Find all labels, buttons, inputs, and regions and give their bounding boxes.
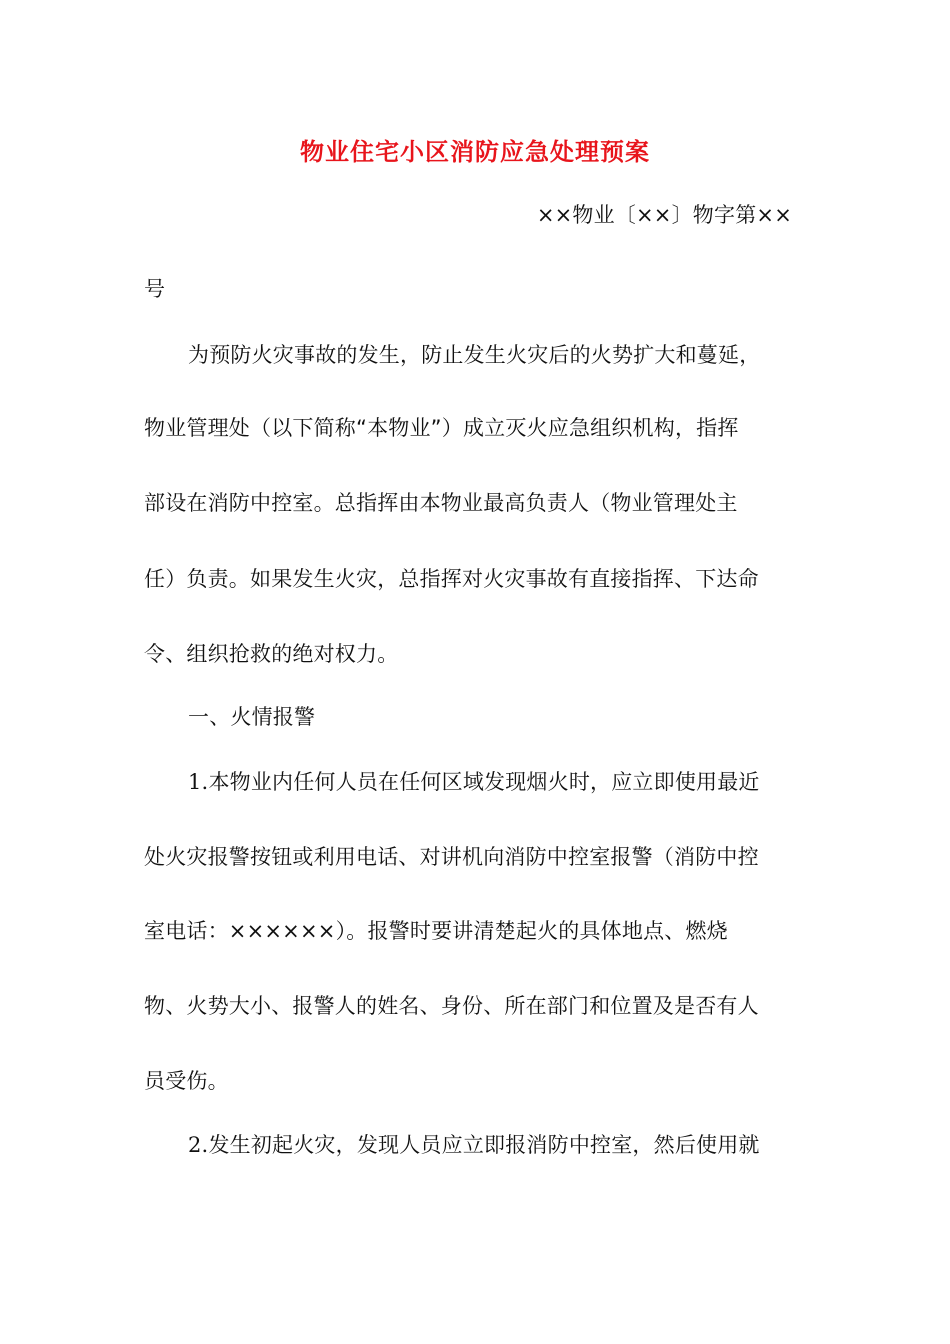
- intro-line-3: 部设在消防中控室。总指挥由本物业最高负责人（物业管理处主: [144, 491, 738, 515]
- item-2-number: 2.: [188, 1133, 209, 1157]
- document-title: 物业住宅小区消防应急处理预案: [300, 138, 650, 166]
- item-1-line-4: 物、火势大小、报警人的姓名、身份、所在部门和位置及是否有人: [144, 994, 759, 1018]
- intro-line-1: 为预防火灾事故的发生，防止发生火灾后的火势扩大和蔓延，: [188, 343, 761, 367]
- item-1-line-2: 处火灾报警按钮或利用电话、对讲机向消防中控室报警（消防中控: [144, 845, 759, 869]
- intro-line-5: 令、组织抢救的绝对权力。: [144, 642, 399, 666]
- item-1-line-1: [144, 768, 794, 796]
- intro-line-4: 任）负责。如果发生火灾，总指挥对火灾事故有直接指挥、下达命: [144, 567, 759, 591]
- intro-line-2: 物业管理处（以下简称“本物业”）成立灭火应急组织机构，指挥: [144, 416, 739, 440]
- item-1-number: 1.: [188, 770, 209, 794]
- section-heading-fire-alarm: 一、火情报警: [188, 705, 316, 729]
- item-2-line-1: [144, 1131, 794, 1159]
- item-1-line-5: 员受伤。: [144, 1069, 229, 1093]
- item-1-text: 本物业内任何人员在任何区域发现烟火时，应立即使用最近: [208, 770, 760, 794]
- doc-number-line-2: 号: [144, 277, 166, 301]
- doc-number-line-1: ××物业〔××〕物字第××: [536, 203, 792, 227]
- item-1-line-3: 室电话：××××××）。报警时要讲清楚起火的具体地点、燃烧: [144, 919, 728, 943]
- item-2-text: 发生初起火灾，发现人员应立即报消防中控室，然后使用就: [208, 1133, 760, 1157]
